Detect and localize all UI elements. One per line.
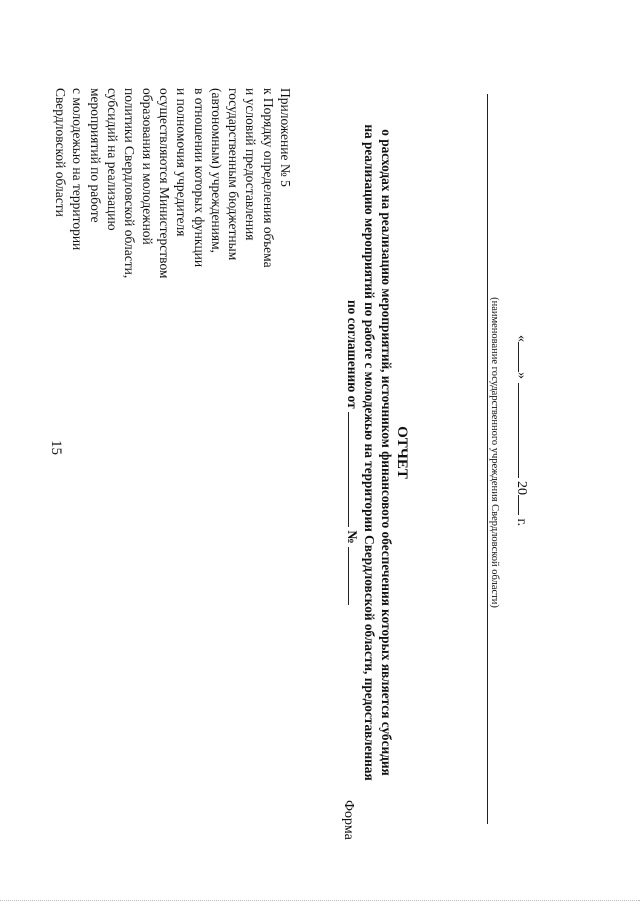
- page-number: 15: [48, 440, 64, 455]
- report-subtitle-line2: на реализацию мероприятий по работе с молодежью на территории Свердловской области, предоставленная: [362, 124, 377, 781]
- date-year-blank: [518, 495, 530, 515]
- date-line: [513, 335, 530, 526]
- appendix-block: [52, 88, 294, 358]
- organization-caption: (наименование государственного учреждения Свердловской области): [489, 297, 500, 608]
- appendix-line: и полномочия учредителя: [174, 88, 190, 237]
- agreement-number-blank: [348, 547, 360, 605]
- date-open-quote: «: [514, 335, 529, 342]
- appendix-line: (автономным) учреждениям,: [208, 88, 224, 254]
- form-label: Форма: [341, 800, 356, 840]
- date-year-prefix: 20: [514, 481, 529, 495]
- appendix-line: Приложение № 5: [278, 88, 293, 187]
- appendix-line: к Порядку определения объема: [260, 88, 276, 268]
- appendix-line: государственным бюджетным: [226, 88, 242, 261]
- appendix-line: образования и молодежной: [139, 88, 155, 245]
- report-title: ОТЧЕТ: [394, 426, 410, 479]
- appendix-line: мероприятий по работе: [87, 88, 103, 223]
- report-subtitle-line1: о расходах на реализацию мероприятий, источником финансового обеспечения которых является субсидия: [379, 129, 394, 776]
- date-close-quote: »: [514, 372, 529, 379]
- appendix-line: в отношении которых функции: [191, 88, 207, 268]
- report-agreement-line: [344, 0, 360, 905]
- appendix-line: осуществляются Министерством: [156, 88, 172, 279]
- appendix-line: субсидий на реализацию: [105, 88, 121, 231]
- agreement-number-prefix: №: [345, 530, 360, 544]
- organization-name-line: [487, 94, 488, 824]
- date-day-blank: [518, 342, 530, 372]
- page-edge-dots: [0, 900, 640, 903]
- appendix-line: политики Свердловской области,: [122, 88, 138, 279]
- appendix-line: и условий предоставления: [243, 88, 259, 241]
- date-month-blank: [518, 383, 530, 478]
- agreement-prefix: по соглашению от: [345, 300, 360, 409]
- appendix-line: с молодежью на территории: [70, 88, 86, 251]
- agreement-date-blank: [348, 412, 360, 527]
- appendix-line: Свердловской области: [53, 88, 69, 217]
- date-year-suffix: г.: [514, 518, 529, 527]
